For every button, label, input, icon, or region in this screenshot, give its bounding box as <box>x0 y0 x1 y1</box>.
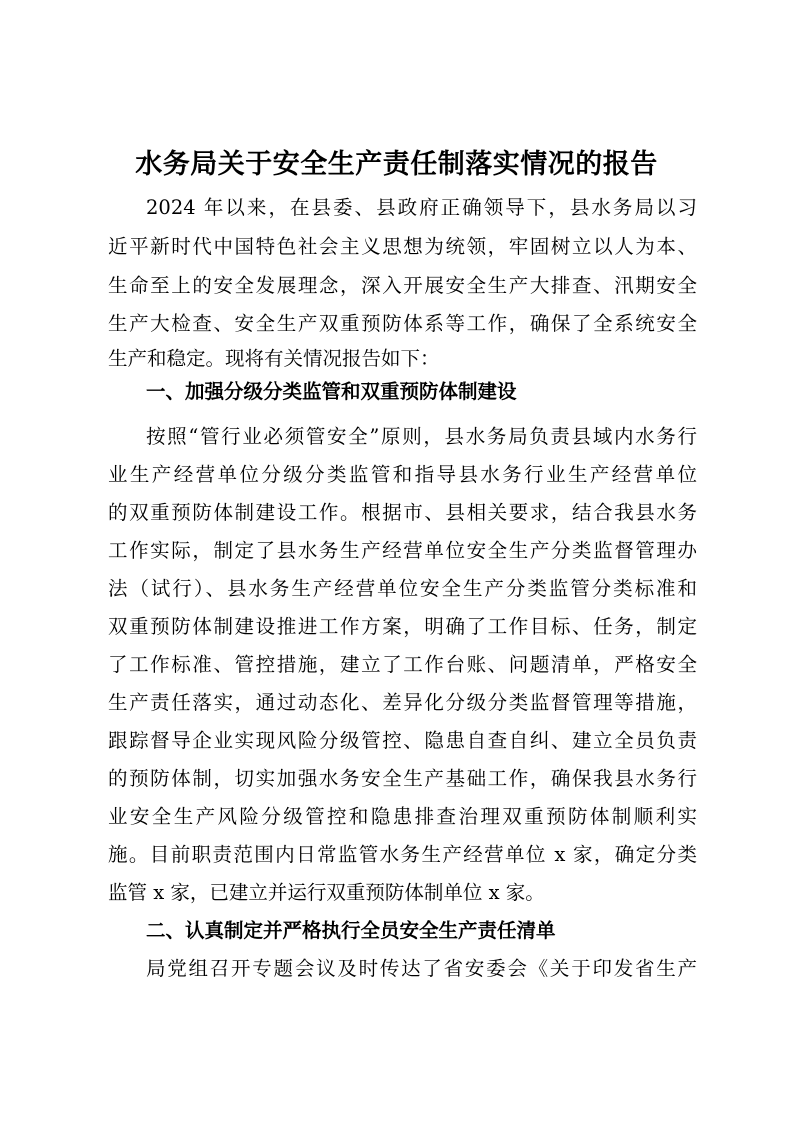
section1-line: 生产责任落实，通过动态化、差异化分级分类监督管理等措施， <box>108 691 697 714</box>
section1-line: 按照“管行业必须管安全”原则，县水务局负责县域内水务行 <box>146 425 697 448</box>
intro-line: 近平新时代中国特色社会主义思想为统领，牢固树立以人为本、 <box>108 235 697 258</box>
intro-line: 生产大检查、安全生产双重预防体系等工作，确保了全系统安全 <box>108 312 697 335</box>
section1-line: 工作实际，制定了县水务生产经营单位安全生产分类监督管理办 <box>108 539 697 562</box>
intro-line: 2024 年以来，在县委、县政府正确领导下，县水务局以习 <box>146 196 697 219</box>
section1-line: 的预防体制，切实加强水务安全生产基础工作，确保我县水务行 <box>108 767 697 790</box>
section1-line: 跟踪督导企业实现风险分级管控、隐患自查自纠、建立全员负责 <box>108 729 697 752</box>
section1-line: 的双重预防体制建设工作。根据市、县相关要求，结合我县水务 <box>108 501 697 524</box>
section1-line: 业生产经营单位分级分类监管和指导县水务行业生产经营单位 <box>108 463 697 486</box>
section1-line: 业安全生产风险分级管控和隐患排查治理双重预防体制顺利实 <box>108 805 697 828</box>
section1-line: 了工作标准、管控措施，建立了工作台账、问题清单，严格安全 <box>108 653 697 676</box>
section-heading-1: 一、加强分级分类监管和双重预防体制建设 <box>146 380 517 403</box>
section1-line: 法（试行）、县水务生产经营单位安全生产分类监管分类标准和 <box>108 577 697 600</box>
document-title: 水务局关于安全生产责任制落实情况的报告 <box>135 149 658 180</box>
intro-line: 生命至上的安全发展理念，深入开展安全生产大排查、汛期安全 <box>108 274 697 297</box>
section-heading-2: 二、认真制定并严格执行全员安全生产责任清单 <box>146 919 556 942</box>
section2-line: 局党组召开专题会议及时传达了省安委会《关于印发省生产 <box>146 957 697 980</box>
section1-line: 施。目前职责范围内日常监管水务生产经营单位 x 家，确定分类 <box>108 843 697 866</box>
section1-line: 监管 x 家，已建立并运行双重预防体制单位 x 家。 <box>108 881 545 904</box>
section1-line: 双重预防体制建设推进工作方案，明确了工作目标、任务，制定 <box>108 615 697 638</box>
intro-line: 生产和稳定。现将有关情况报告如下： <box>108 347 440 370</box>
